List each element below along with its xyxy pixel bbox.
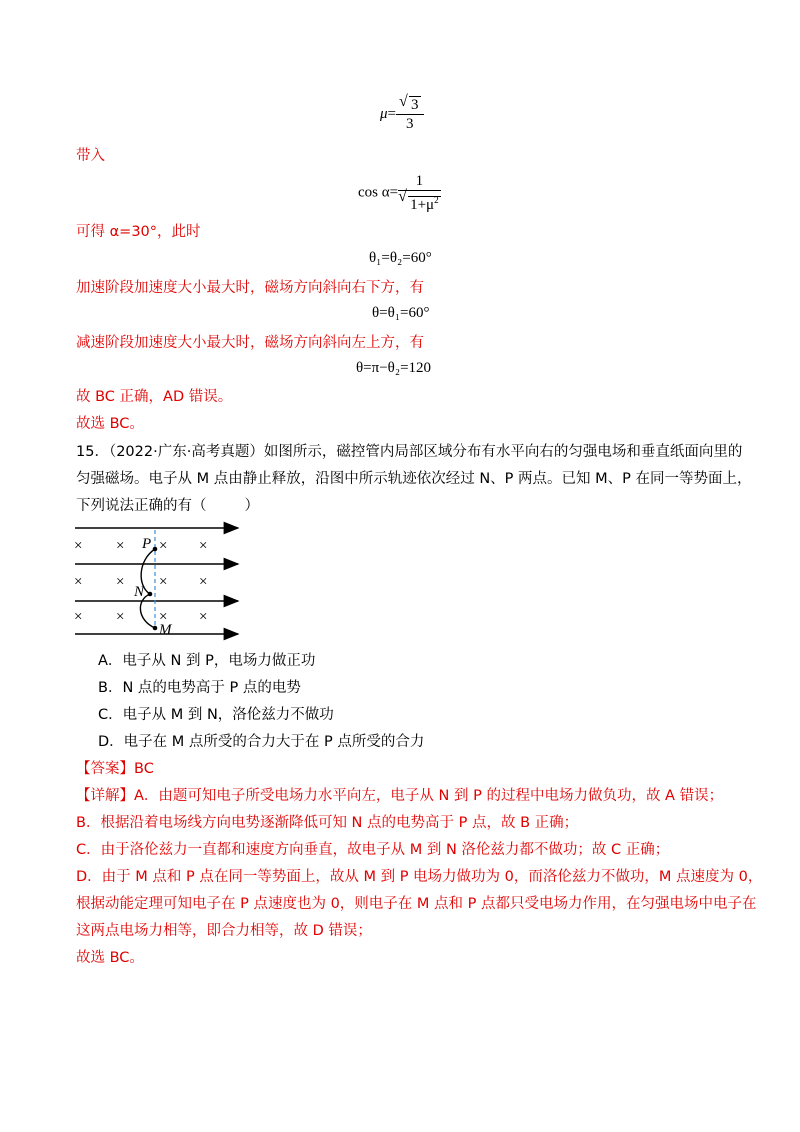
explanation-line-5: 根据动能定理可知电子在 P 点速度也为 0，则电子在 M 点和 P 点都只受电场力作用，在匀强电场中电子在	[76, 896, 757, 912]
cross-icon: ×	[199, 538, 208, 554]
den-inner: 1+μ	[410, 197, 435, 213]
question-line3	[76, 496, 259, 516]
label-M: M	[159, 622, 172, 638]
explanation-line-2: B．根据沿着电场线方向电势逐渐降低可知 N 点的电势高于 P 点，故 B 正确；	[76, 815, 579, 831]
explanation-line-7: 故选 BC。	[76, 950, 144, 966]
magnetron-figure	[70, 516, 260, 646]
cross-icon: ×	[74, 574, 83, 590]
point-M	[153, 626, 158, 631]
cross-icon: ×	[159, 574, 168, 590]
text-kede: 可得 α=30°，此时	[76, 224, 201, 240]
numerator-3: 3	[411, 97, 419, 113]
explanation-line-3: C．由于洛伦兹力一直都和速度方向垂直，故电子从 M 到 N 洛伦兹力都不做功；故 C 正确；	[76, 842, 670, 858]
answer-line: 【答案】BC	[76, 761, 154, 777]
cross-icon: ×	[199, 609, 208, 625]
option-b: B．N 点的电势高于 P 点的电势	[98, 680, 301, 696]
den-sup: 2	[434, 195, 439, 205]
text-conclude2: 故选 BC。	[76, 416, 144, 432]
option-c: C．电子从 M 到 N，洛伦兹力不做功	[98, 707, 334, 723]
equation-theta-accel: θ=θ₁=60°	[372, 305, 430, 321]
text-conclude1: 故 BC 正确，AD 错误。	[76, 389, 233, 405]
cross-icon: ×	[116, 538, 125, 554]
cross-icon: ×	[74, 538, 83, 554]
option-a: A．电子从 N 到 P，电场力做正功	[98, 653, 316, 669]
question-text-3: 下列说法正确的有（	[76, 498, 207, 514]
point-P	[153, 547, 158, 552]
point-N	[148, 592, 153, 597]
question-number: 15．	[76, 444, 109, 460]
text-accel: 加速阶段加速度大小最大时，磁场方向斜向右下方，有	[76, 280, 424, 296]
explanation-line-4: D．由于 M 点和 P 点在同一等势面上，故从 M 到 P 电场力做功为 0，而洛伦兹力不做功，M 点速度为 0，	[76, 869, 763, 885]
cross-icon: ×	[159, 609, 168, 625]
cross-icon: ×	[116, 574, 125, 590]
fraction-cos	[398, 172, 441, 214]
question-source: （2022·广东·高考真题）	[108, 444, 264, 460]
equals-sign: =	[387, 105, 396, 122]
question-text-1: 如图所示，磁控管内局部区域分布有水平向右的匀强电场和垂直纸面向里的	[263, 444, 743, 460]
explanation-line-1: 【详解】A．由题可知电子所受电场力水平向左，电子从 N 到 P 的过程中电场力做负功，故 A 错误；	[76, 788, 724, 804]
question-line1	[76, 442, 742, 462]
cross-icon: ×	[199, 574, 208, 590]
denominator-3: 3	[406, 116, 414, 132]
option-d: D．电子在 M 点所受的合力大于在 P 点所受的合力	[98, 734, 425, 750]
fraction-sqrt3-over-3	[396, 96, 424, 133]
question-close-paren: ）	[244, 498, 259, 514]
text-dairu: 带入	[76, 148, 105, 164]
equation-theta12: θ₁=θ₂=60°	[369, 250, 432, 266]
label-N: N	[134, 584, 145, 600]
mu-symbol: μ	[380, 105, 388, 122]
question-line2: 匀强磁场。电子从 M 点由静止释放，沿图中所示轨迹依次经过 N、P 两点。已知 M、P 在同一等势面上，	[76, 471, 752, 487]
label-P: P	[142, 536, 152, 552]
numerator-1: 1	[398, 172, 441, 191]
text-decel: 减速阶段加速度大小最大时，磁场方向斜向左上方，有	[76, 335, 424, 351]
equation-theta-decel: θ=π−θ₂=120	[356, 360, 432, 376]
cos-alpha: cos α	[358, 184, 390, 201]
cross-icon: ×	[74, 609, 83, 625]
equation-cos-alpha	[358, 172, 441, 214]
equals-sign: =	[389, 184, 399, 201]
explanation-line-6: 这两点电场力相等，即合力相等，故 D 错误；	[76, 923, 372, 939]
equation-mu	[380, 96, 424, 133]
cross-icon: ×	[116, 609, 125, 625]
cross-icon: ×	[159, 538, 168, 554]
